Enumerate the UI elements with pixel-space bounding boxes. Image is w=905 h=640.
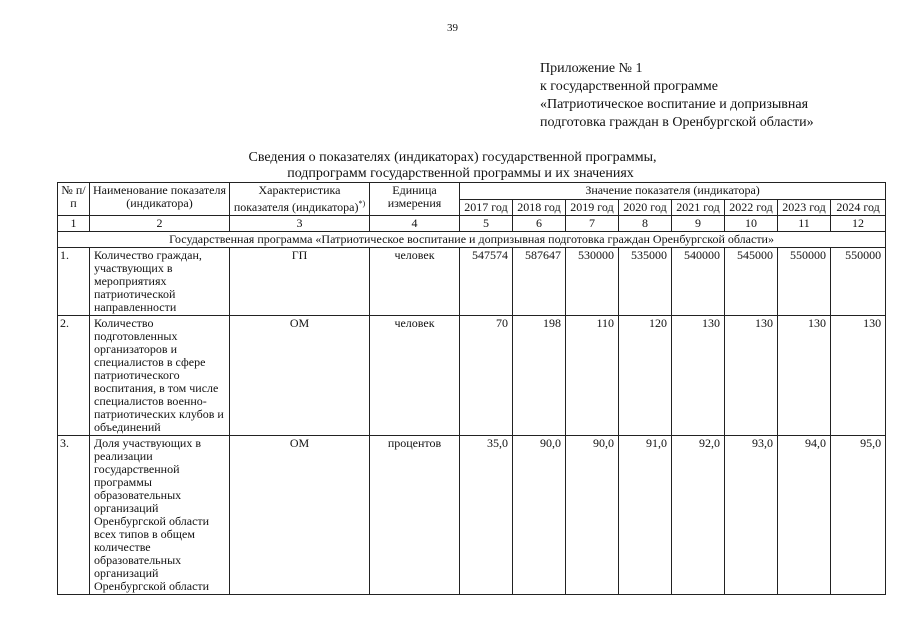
row-characteristic: ОМ [230, 316, 370, 436]
row-value: 130 [778, 316, 831, 436]
row-value: 587647 [513, 248, 566, 316]
document-title-line2: подпрограмм государственной программы и их значениях [287, 166, 634, 181]
appendix-line: к государственной программе [540, 79, 718, 94]
column-numbers-row [58, 216, 886, 232]
document-title-line1: Сведения о показателях (индикаторах) государственной программы, [248, 150, 657, 165]
row-value: 130 [831, 316, 886, 436]
row-num: 2. [58, 316, 90, 436]
col-number: 6 [513, 216, 566, 232]
row-num: 1. [58, 248, 90, 316]
header-year: 2017 год [460, 199, 513, 216]
col-number: 5 [460, 216, 513, 232]
row-value: 535000 [619, 248, 672, 316]
row-name: Количество граждан, участвующих в мероприятиях патриотической направленности [90, 248, 230, 316]
row-value: 91,0 [619, 436, 672, 595]
indicators-table [57, 182, 886, 595]
header-year: 2018 год [513, 199, 566, 216]
header-year: 2020 год [619, 199, 672, 216]
row-value: 70 [460, 316, 513, 436]
appendix-line: Приложение № 1 [540, 61, 643, 76]
header-name: Наименование показателя (индикатора) [90, 183, 230, 216]
col-number: 3 [230, 216, 370, 232]
row-value: 540000 [672, 248, 725, 316]
row-unit: человек [370, 316, 460, 436]
row-value: 545000 [725, 248, 778, 316]
row-num: 3. [58, 436, 90, 595]
row-characteristic: ОМ [230, 436, 370, 595]
header-row [58, 183, 886, 200]
header-year: 2023 год [778, 199, 831, 216]
row-value: 110 [566, 316, 619, 436]
col-number: 7 [566, 216, 619, 232]
row-unit: человек [370, 248, 460, 316]
header-unit: Единица измерения [370, 183, 460, 216]
row-value: 93,0 [725, 436, 778, 595]
table-row [58, 436, 886, 595]
row-characteristic: ГП [230, 248, 370, 316]
row-name: Количество подготовленных организаторов и специалистов в сфере патриотического воспитания, в том числе специалистов военно-патриотических клубов и объединений [90, 316, 230, 436]
appendix-block [540, 60, 814, 132]
col-number: 8 [619, 216, 672, 232]
row-value: 95,0 [831, 436, 886, 595]
col-number: 10 [725, 216, 778, 232]
col-number: 9 [672, 216, 725, 232]
row-name: Доля участвующих в реализации государственной программы образовательных организаций Оренбургской области всех типов в общем количестве образовательных организаций Оренбургской области [90, 436, 230, 595]
header-values: Значение показателя (индикатора) [460, 183, 886, 200]
row-value: 35,0 [460, 436, 513, 595]
row-value: 130 [725, 316, 778, 436]
row-unit: процентов [370, 436, 460, 595]
row-value: 530000 [566, 248, 619, 316]
row-value: 120 [619, 316, 672, 436]
program-title: Государственная программа «Патриотическое воспитание и допризывная подготовка граждан Оренбургской области» [58, 232, 886, 248]
row-value: 550000 [778, 248, 831, 316]
row-value: 90,0 [566, 436, 619, 595]
table-row [58, 248, 886, 316]
row-value: 198 [513, 316, 566, 436]
row-value: 90,0 [513, 436, 566, 595]
col-number: 11 [778, 216, 831, 232]
appendix-line: подготовка граждан в Оренбургской области» [540, 115, 814, 130]
col-number: 4 [370, 216, 460, 232]
row-value: 130 [672, 316, 725, 436]
header-year: 2019 год [566, 199, 619, 216]
header-year: 2022 год [725, 199, 778, 216]
header-num: № п/п [58, 183, 90, 216]
col-number: 1 [58, 216, 90, 232]
header-year: 2024 год [831, 199, 886, 216]
program-row [58, 232, 886, 248]
appendix-line: «Патриотическое воспитание и допризывная [540, 97, 809, 112]
header-characteristic: Характеристика показателя (индикатора)*) [230, 183, 370, 216]
row-value: 94,0 [778, 436, 831, 595]
row-value: 550000 [831, 248, 886, 316]
row-value: 547574 [460, 248, 513, 316]
header-year: 2021 год [672, 199, 725, 216]
col-number: 12 [831, 216, 886, 232]
col-number: 2 [90, 216, 230, 232]
row-value: 92,0 [672, 436, 725, 595]
table-row [58, 316, 886, 436]
page-number: 39 [447, 22, 458, 34]
